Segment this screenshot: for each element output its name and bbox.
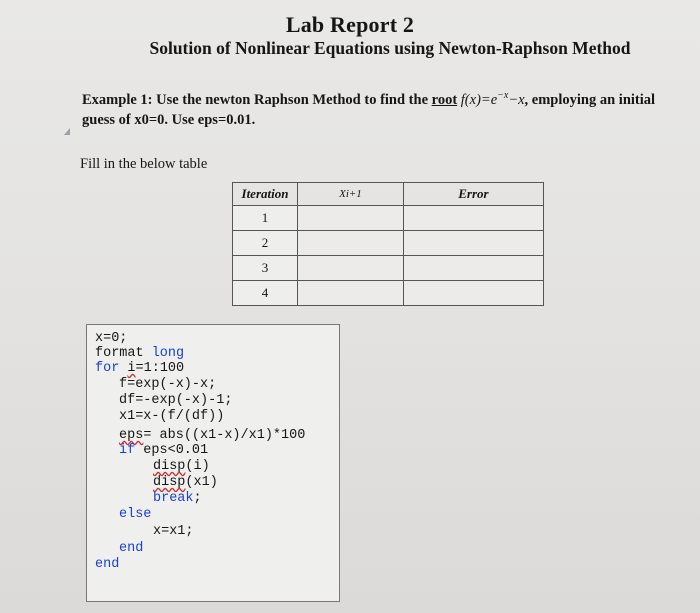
example-statement xyxy=(82,86,700,130)
code-line-3: for i=1:100 xyxy=(95,361,185,376)
table-row xyxy=(233,256,544,281)
xi1-cell[interactable] xyxy=(298,281,404,306)
table-row xyxy=(233,206,544,231)
code-line-13: x=x1; xyxy=(153,524,194,539)
code-line-5: df=-exp(-x)-1; xyxy=(119,393,233,408)
matlab-code-box xyxy=(86,324,340,602)
code-line-12: else xyxy=(119,507,152,522)
report-title: Lab Report 2 xyxy=(285,12,415,37)
triangle-marker-icon xyxy=(64,128,70,135)
table-row xyxy=(233,281,544,306)
root-word: root xyxy=(431,92,458,108)
header-xi1: Xi+1 xyxy=(298,183,404,206)
code-line-7: eps= abs((x1-x)/x1)*100 xyxy=(119,428,306,443)
code-line-1: x=0; xyxy=(95,331,128,346)
example-text: Example 1: Use the newton Raphson Method to find the xyxy=(82,92,432,108)
report-subtitle: Solution of Nonlinear Equations using Newton-Raphson Method xyxy=(149,38,631,58)
example-line-1 xyxy=(82,86,700,110)
function-expression: $f(x)=e^{-x}-x$ xyxy=(460,90,525,108)
code-line-9: disp(i) xyxy=(153,459,210,474)
code-line-8: if eps<0.01 xyxy=(119,443,209,458)
error-cell[interactable] xyxy=(403,231,543,256)
error-cell[interactable] xyxy=(403,281,543,306)
code-line-4: f=exp(-x)-x; xyxy=(119,377,217,392)
error-cell[interactable] xyxy=(403,256,543,281)
iteration-cell: 2 xyxy=(233,231,298,256)
table-row xyxy=(233,231,544,256)
xi1-cell[interactable] xyxy=(298,231,404,256)
xi1-cell[interactable] xyxy=(298,206,404,231)
iteration-cell: 3 xyxy=(233,256,298,281)
iteration-table xyxy=(232,182,544,306)
xi1-cell[interactable] xyxy=(298,256,404,281)
header-error: Error xyxy=(403,183,543,206)
header-iteration: Iteration xyxy=(233,183,298,206)
iteration-cell: 1 xyxy=(233,206,298,231)
example-line-2: guess of x0=0. Use eps=0.01. xyxy=(82,112,256,128)
example-text-end: , employing an initial xyxy=(524,92,656,108)
code-line-10: disp(x1) xyxy=(153,475,218,490)
code-line-6: x1=x-(f/(df)) xyxy=(119,409,225,424)
code-line-11: break; xyxy=(153,491,202,506)
code-line-2: format long xyxy=(95,346,185,361)
error-cell[interactable] xyxy=(403,206,543,231)
code-line-14: end xyxy=(119,541,144,556)
fill-table-instruction: Fill in the below table xyxy=(80,156,208,172)
table-header-row xyxy=(233,183,544,206)
code-line-15: end xyxy=(95,557,120,572)
iteration-cell: 4 xyxy=(233,281,298,306)
